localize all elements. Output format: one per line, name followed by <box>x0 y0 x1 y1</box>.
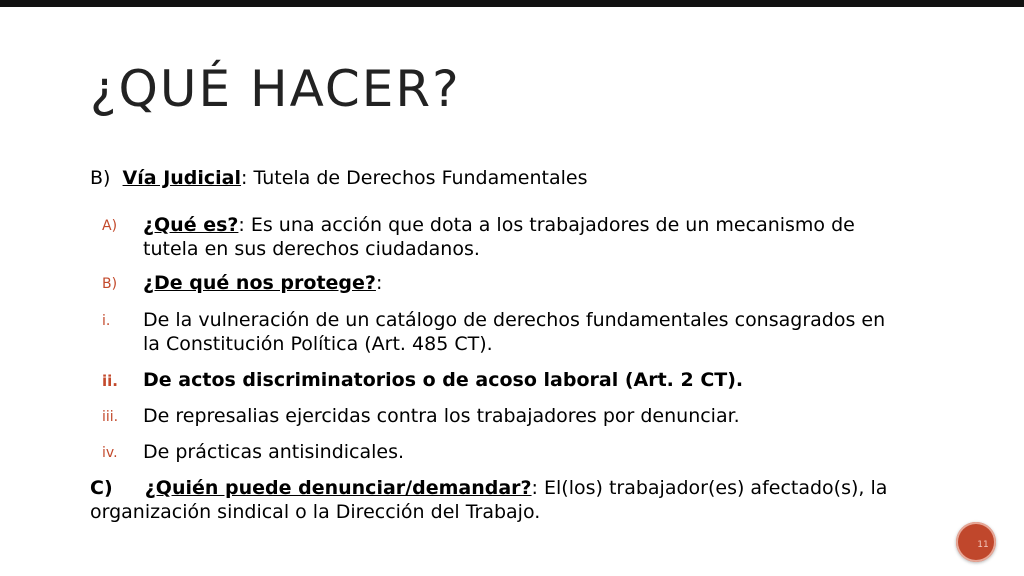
list-marker-iii: iii. <box>102 409 119 425</box>
slide-title: ¿QUÉ HACER? <box>90 60 461 118</box>
list-marker-iv: iv. <box>102 445 118 461</box>
page-number: 11 <box>977 540 989 550</box>
list-item-ii <box>90 368 930 392</box>
item-a-text-line2: tutela en sus derechos ciudadanos. <box>143 238 480 260</box>
section-c-text-line1: El(los) trabajador(es) afectado(s), la <box>537 477 888 499</box>
list-item-i <box>90 308 930 332</box>
section-c-text-line2: organización sindical o la Dirección del Trabajo. <box>90 501 541 523</box>
list-marker-a: A) <box>102 218 118 234</box>
item-ii-line1: De actos discriminatorios o de acoso laboral (Art. 2 CT). <box>143 369 744 391</box>
item-i-line1: De la vulneración de un catálogo de derechos fundamentales consagrados en <box>143 309 886 331</box>
item-i-line2: la Constitución Política (Art. 485 CT). <box>143 333 493 355</box>
section-c-question: ¿Quién puede denunciar/demandar? <box>144 477 532 499</box>
list-item-iii <box>90 404 930 428</box>
item-iv-line1: De prácticas antisindicales. <box>143 441 405 463</box>
slide-body <box>90 166 930 524</box>
top-accent-bar <box>0 0 1024 7</box>
section-b-title: Vía Judicial <box>122 167 242 189</box>
section-b-colon: : <box>241 167 248 189</box>
section-c-label: C) <box>90 477 113 499</box>
list-item-b <box>90 271 930 295</box>
item-a-text-line1: Es una acción que dota a los trabajadores de un mecanismo de <box>244 214 855 236</box>
item-b-question: ¿De qué nos protege? <box>143 272 376 294</box>
page-number-badge <box>956 522 996 562</box>
list-marker-ii: ii. <box>102 372 118 390</box>
section-c-colon: : <box>531 477 538 499</box>
section-b-heading <box>90 166 930 190</box>
item-iii-line1: De represalias ejercidas contra los trabajadores por denunciar. <box>143 405 740 427</box>
section-c <box>90 476 930 500</box>
item-a-question: ¿Qué es? <box>143 214 239 236</box>
list-item-iv <box>90 440 930 464</box>
list-item-a <box>90 213 930 237</box>
item-b-colon: : <box>375 272 383 294</box>
section-b-label: B) <box>90 167 111 189</box>
list-marker-i: i. <box>102 313 111 329</box>
item-a-colon: : <box>238 214 245 236</box>
list-marker-b: B) <box>102 276 118 292</box>
section-b-text: Tutela de Derechos Fundamentales <box>247 167 588 189</box>
